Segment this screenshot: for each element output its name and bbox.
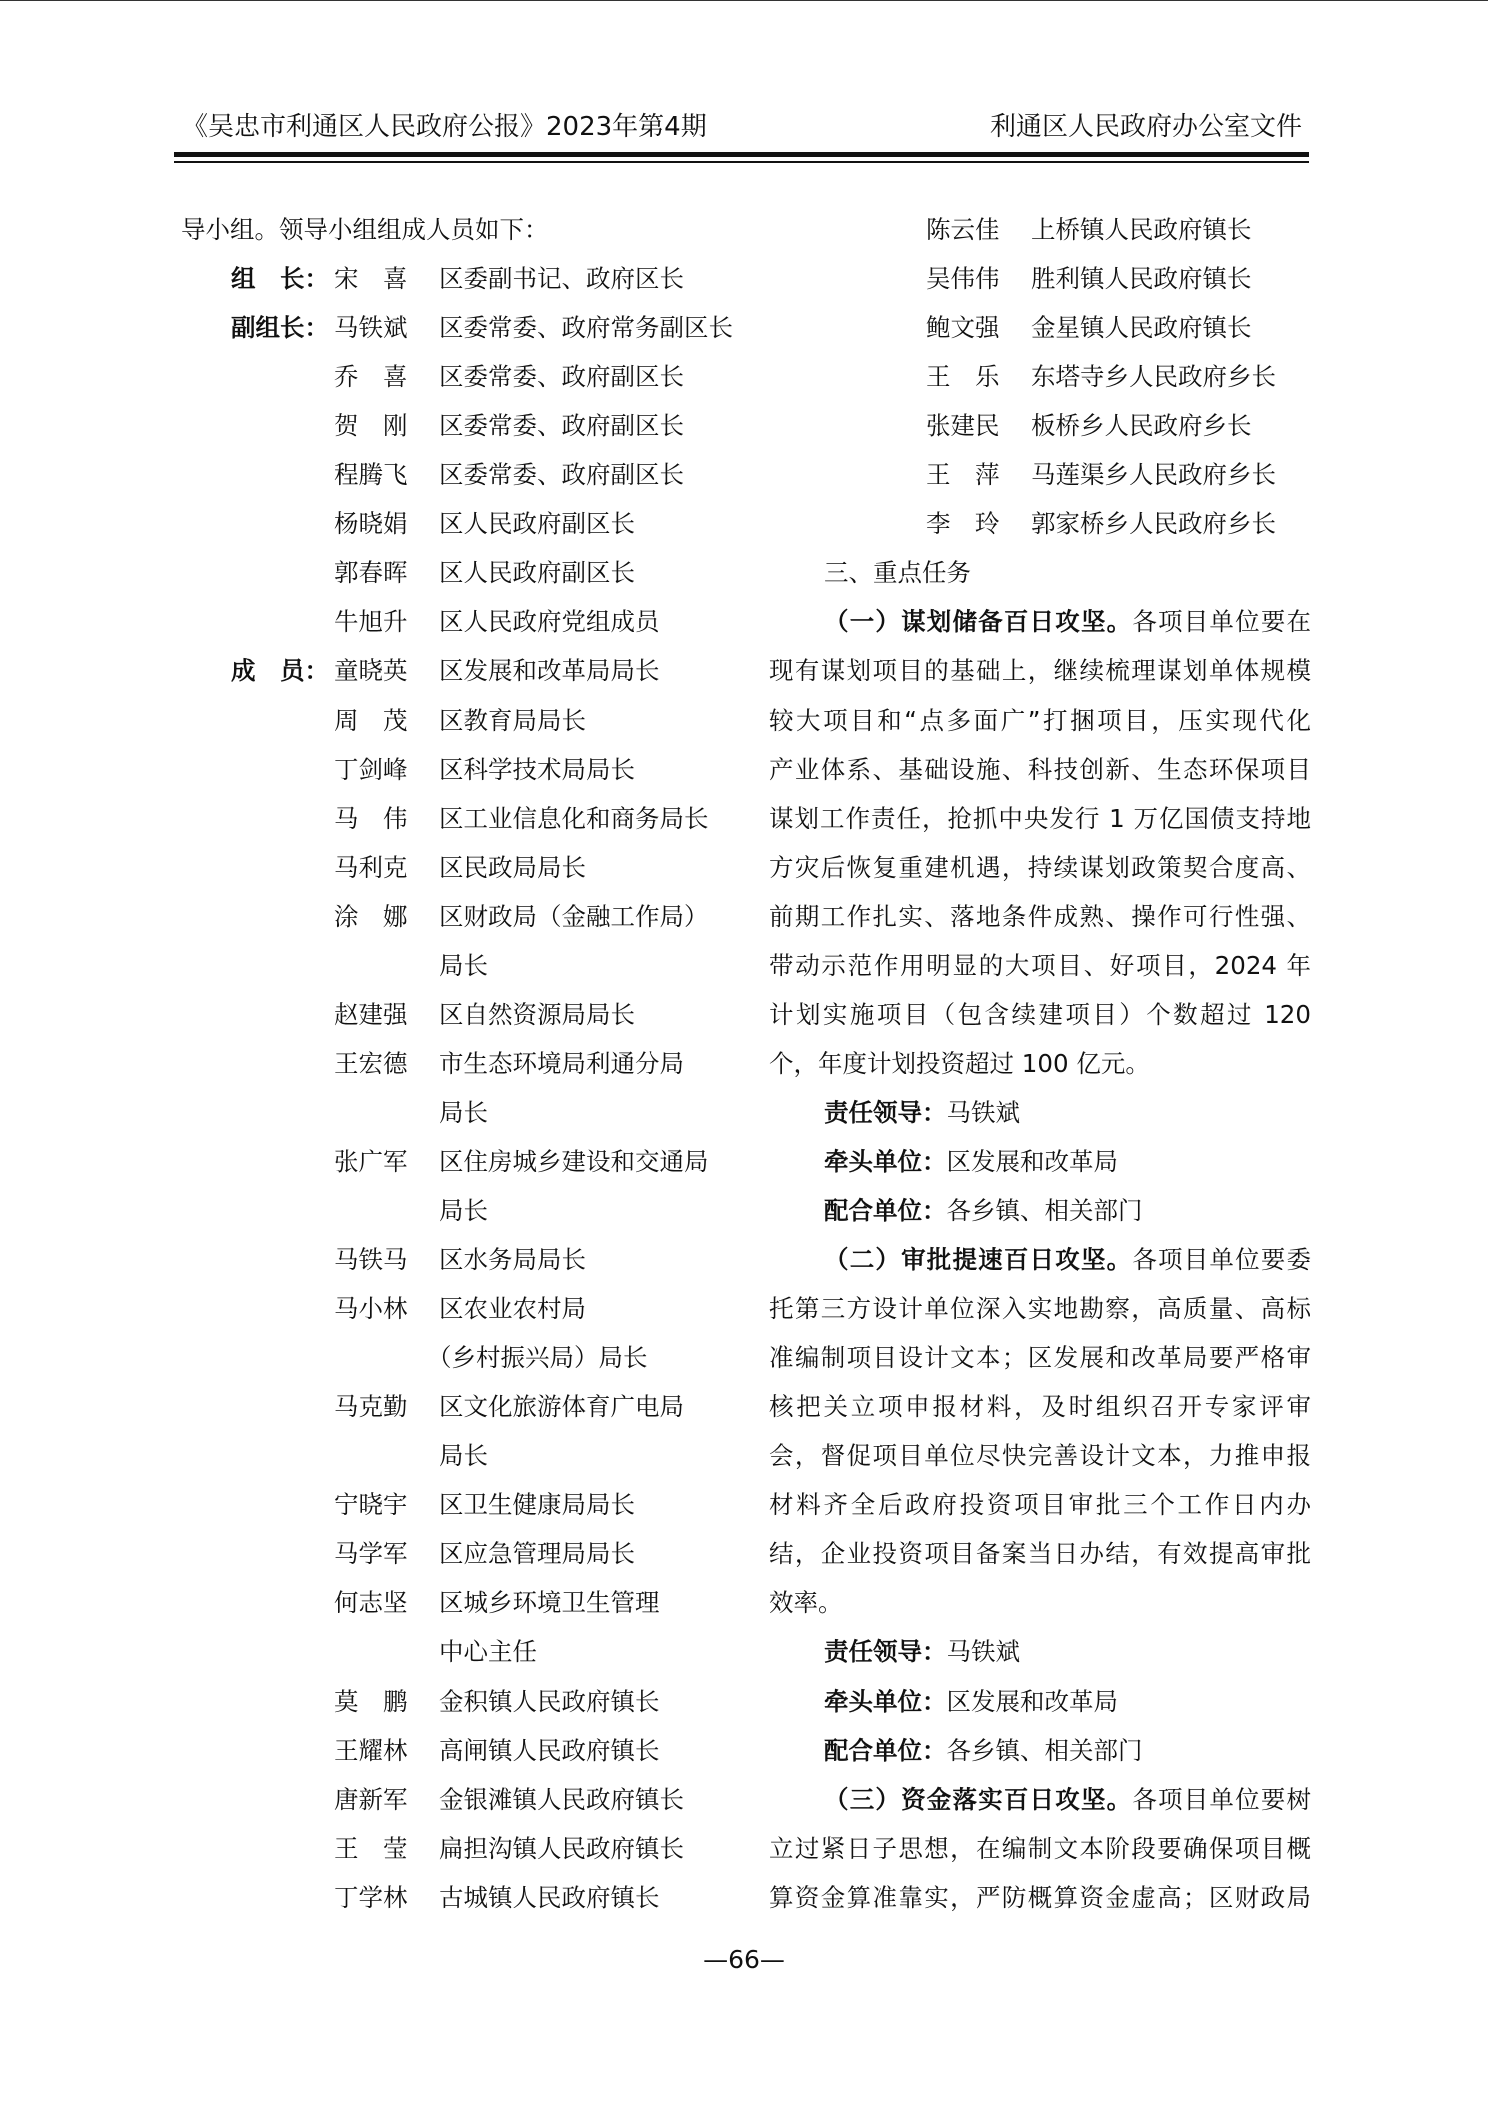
line-text: 各项目单位要委	[1132, 1245, 1312, 1275]
member-title: 区委常委、政府副区长	[439, 362, 684, 392]
paragraph-line	[769, 1333, 1311, 1382]
member-row	[0, 990, 760, 1039]
member-name: 程腾飞	[334, 460, 408, 490]
member-name: 贺 刚	[334, 411, 408, 441]
member-title: 区工业信息化和商务局长	[439, 803, 709, 833]
member-row	[0, 794, 760, 843]
member-title: 区委副书记、政府区长	[439, 264, 684, 294]
member-name: 何志坚	[334, 1588, 408, 1618]
member-name: 马小林	[334, 1294, 408, 1324]
member-title: 金银滩镇人民政府镇长	[439, 1784, 684, 1814]
paragraph-line	[824, 1677, 1311, 1726]
member-title: 古城镇人民政府镇长	[439, 1882, 660, 1912]
paragraph-line	[769, 745, 1311, 794]
member-name: 马铁斌	[334, 313, 408, 343]
member-title: 郭家桥乡人民政府乡长	[1031, 509, 1276, 539]
member-row	[0, 254, 1400, 303]
role-label: 组 长：	[231, 264, 329, 294]
bold-lead: （一）谋划储备百日攻坚。	[824, 607, 1133, 637]
member-row	[0, 401, 1400, 450]
line-text: 区发展和改革局	[946, 1686, 1118, 1716]
member-name: 牛旭升	[334, 607, 408, 637]
member-title: 区自然资源局局长	[439, 999, 635, 1029]
line-text: 带动示范作用明显的大项目、好项目，2024 年	[769, 950, 1311, 980]
member-title: 区住房城乡建设和交通局	[439, 1146, 709, 1176]
line-text: 现有谋划项目的基础上，继续梳理谋划单体规模	[769, 656, 1311, 686]
paragraph-line	[769, 990, 1311, 1039]
bold-lead: 配合单位：	[824, 1735, 947, 1765]
paragraph-line	[769, 1578, 1311, 1627]
member-row	[0, 1726, 760, 1775]
line-text: 各项目单位要树	[1132, 1784, 1312, 1814]
paragraph-line	[769, 1873, 1311, 1922]
line-text: 各乡镇、相关部门	[946, 1196, 1143, 1225]
line-text: 产业体系、基础设施、科技创新、生态环保项目	[769, 754, 1311, 784]
line-text: 三、重点任务	[824, 558, 971, 588]
member-title: （乡村振兴局）局长	[427, 1343, 648, 1373]
member-row	[0, 1677, 760, 1726]
line-text: 结，企业投资项目备案当日办结，有效提高审批	[769, 1539, 1311, 1569]
member-row	[0, 1382, 760, 1431]
member-name: 周 茂	[334, 705, 408, 735]
paragraph-line	[769, 1039, 1311, 1088]
member-row	[0, 1529, 760, 1578]
member-name: 王耀林	[334, 1735, 408, 1765]
member-title: 区文化旅游体育广电局	[439, 1392, 684, 1422]
line-text: 计划实施项目（包含续建项目）个数超过 120	[769, 999, 1311, 1029]
member-title: 区应急管理局局长	[439, 1539, 635, 1569]
member-name: 涂 娜	[334, 901, 408, 931]
member-title: 市生态环境局利通分局	[439, 1048, 684, 1078]
member-name: 宋 喜	[334, 264, 408, 294]
header-document-source: 利通区人民政府办公室文件	[989, 112, 1302, 142]
role-label: 成 员：	[231, 656, 329, 686]
paragraph-line	[769, 892, 1311, 941]
member-title: 上桥镇人民政府镇长	[1031, 215, 1252, 244]
member-title: 金积镇人民政府镇长	[439, 1686, 660, 1716]
member-row	[0, 1284, 760, 1333]
member-title: 区教育局局长	[439, 705, 586, 735]
member-name: 鲍文强	[926, 313, 1000, 343]
member-title: 东塔寺乡人民政府乡长	[1031, 362, 1276, 392]
member-title: 区科学技术局局长	[439, 754, 635, 784]
member-title: 区委常委、政府常务副区长	[439, 313, 733, 343]
member-row	[0, 1775, 760, 1824]
line-text: 立过紧日子思想，在编制文本阶段要确保项目概	[769, 1833, 1311, 1863]
member-title: 区农业农村局	[439, 1294, 586, 1324]
member-title: 胜利镇人民政府镇长	[1031, 264, 1252, 294]
member-name: 王 乐	[926, 362, 1000, 392]
member-title: 局长	[439, 1441, 488, 1471]
section-heading	[824, 548, 1311, 597]
line-text: 各项目单位要在	[1132, 607, 1312, 637]
bold-lead: 责任领导：	[824, 1637, 947, 1667]
paragraph-line	[769, 1431, 1311, 1480]
bold-lead: （二）审批提速百日攻坚。	[824, 1245, 1133, 1275]
member-title: 区人民政府副区长	[439, 509, 635, 539]
paragraph-line	[769, 1480, 1311, 1529]
line-text: 马铁斌	[946, 1097, 1020, 1127]
member-title: 中心主任	[439, 1637, 537, 1667]
line-text: 会，督促项目单位尽快完善设计文本，力推申报	[769, 1441, 1311, 1471]
member-title: 金星镇人民政府镇长	[1031, 313, 1252, 343]
member-row	[0, 1186, 760, 1235]
member-title: 扁担沟镇人民政府镇长	[439, 1833, 684, 1863]
paragraph-line	[824, 1235, 1311, 1284]
member-name: 马铁马	[334, 1245, 408, 1275]
member-row	[0, 696, 760, 745]
paragraph-line	[769, 1824, 1311, 1873]
member-name: 马利克	[334, 852, 408, 882]
member-row	[0, 745, 760, 794]
member-title: 局长	[439, 950, 488, 980]
member-title: 局长	[439, 1196, 488, 1225]
bold-lead: 配合单位：	[824, 1196, 947, 1225]
header-rule-thin	[174, 161, 1309, 163]
member-name: 马 伟	[334, 803, 408, 833]
member-name: 马学军	[334, 1539, 408, 1569]
member-row	[0, 646, 760, 695]
bold-lead: （三）资金落实百日攻坚。	[824, 1784, 1133, 1814]
member-row	[0, 303, 1400, 352]
paragraph-line	[824, 1137, 1311, 1186]
intro-text: 导小组。领导小组组成人员如下：	[181, 215, 549, 244]
member-row	[0, 1039, 760, 1088]
paragraph-line	[824, 1186, 1311, 1235]
line-text: 个，年度计划投资超过 100 亿元。	[769, 1048, 1150, 1078]
paragraph-line	[824, 1088, 1311, 1137]
paragraph-line	[769, 1529, 1311, 1578]
member-row	[0, 941, 760, 990]
bold-lead: 牵头单位：	[824, 1146, 947, 1176]
member-title: 区人民政府党组成员	[439, 607, 660, 637]
line-text: 马铁斌	[946, 1637, 1020, 1667]
member-title: 区民政局局长	[439, 852, 586, 882]
member-name: 张建民	[926, 411, 1000, 441]
member-row	[0, 1431, 760, 1480]
member-name: 杨晓娟	[334, 509, 408, 539]
bold-lead: 责任领导：	[824, 1097, 947, 1127]
line-text: 方灾后恢复重建机遇，持续谋划政策契合度高、	[769, 852, 1311, 882]
paragraph-line	[769, 1284, 1311, 1333]
paragraph-line	[769, 1382, 1311, 1431]
member-name: 童晓英	[334, 656, 408, 686]
line-text: 算资金算准靠实，严防概算资金虚高；区财政局	[769, 1882, 1311, 1912]
line-text: 较大项目和“点多面广”打捆项目，压实现代化	[769, 705, 1311, 735]
member-row	[0, 1578, 760, 1627]
paragraph-line	[769, 794, 1311, 843]
member-name: 王 莹	[334, 1833, 408, 1863]
member-row	[0, 843, 760, 892]
member-row	[0, 450, 1400, 499]
member-name: 张广军	[334, 1146, 408, 1176]
member-name: 郭春晖	[334, 558, 408, 588]
member-row	[0, 1824, 760, 1873]
page-number: —66—	[703, 1945, 785, 1974]
member-row	[0, 548, 760, 597]
member-name: 唐新军	[334, 1784, 408, 1814]
member-row	[0, 205, 1400, 254]
header-rule-thick	[174, 152, 1309, 157]
line-text: 各乡镇、相关部门	[946, 1735, 1143, 1765]
member-title: 区人民政府副区长	[439, 558, 635, 588]
member-title: 区城乡环境卫生管理	[439, 1588, 660, 1618]
paragraph-line	[824, 597, 1311, 646]
line-text: 材料齐全后政府投资项目审批三个工作日内办	[769, 1490, 1311, 1520]
member-name: 李 玲	[926, 509, 1000, 539]
member-title: 区发展和改革局局长	[439, 656, 660, 686]
member-title: 区委常委、政府副区长	[439, 411, 684, 441]
member-row	[0, 1235, 760, 1284]
member-row	[0, 352, 1400, 401]
line-text: 核把关立项申报材料，及时组织召开专家评审	[769, 1392, 1311, 1422]
member-row	[0, 1088, 760, 1137]
member-row	[0, 892, 760, 941]
member-row	[0, 1627, 760, 1676]
paragraph-line	[824, 1726, 1311, 1775]
paragraph-line	[769, 696, 1311, 745]
member-title: 区卫生健康局局长	[439, 1490, 635, 1520]
member-title: 区委常委、政府副区长	[439, 460, 684, 490]
role-label: 副组长：	[231, 313, 329, 343]
member-name: 丁学林	[334, 1882, 408, 1912]
line-text: 谋划工作责任，抢抓中央发行 1 万亿国债支持地	[769, 803, 1311, 833]
line-text: 准编制项目设计文本；区发展和改革局要严格审	[769, 1343, 1311, 1373]
paragraph-line	[769, 646, 1311, 695]
paragraph-line	[769, 843, 1311, 892]
member-row	[0, 1873, 760, 1922]
member-name: 陈云佳	[926, 215, 1000, 244]
member-row	[0, 1333, 760, 1382]
member-name: 马克勤	[334, 1392, 408, 1422]
member-title: 高闸镇人民政府镇长	[439, 1735, 660, 1765]
member-title: 区水务局局长	[439, 1245, 586, 1275]
member-row	[0, 499, 1400, 548]
paragraph-line	[769, 941, 1311, 990]
bold-lead: 牵头单位：	[824, 1686, 947, 1716]
member-name: 宁晓宇	[334, 1490, 408, 1520]
member-row	[0, 597, 760, 646]
paragraph-line	[824, 1627, 1311, 1676]
member-name: 乔 喜	[334, 362, 408, 392]
header-publication-title: 《吴忠市利通区人民政府公报》2023年第4期	[182, 112, 707, 142]
line-text: 托第三方设计单位深入实地勘察，高质量、高标	[769, 1294, 1311, 1324]
member-row	[0, 1480, 760, 1529]
line-text: 前期工作扎实、落地条件成熟、操作可行性强、	[769, 901, 1311, 931]
member-name: 王宏德	[334, 1048, 408, 1078]
line-text: 效率。	[769, 1588, 843, 1618]
paragraph-line	[824, 1775, 1311, 1824]
member-name: 赵建强	[334, 999, 408, 1029]
member-name: 丁剑峰	[334, 754, 408, 784]
line-text: 区发展和改革局	[946, 1146, 1118, 1176]
member-title: 马莲渠乡人民政府乡长	[1031, 460, 1276, 490]
member-row	[0, 1137, 760, 1186]
member-title: 局长	[439, 1097, 488, 1127]
member-title: 板桥乡人民政府乡长	[1031, 411, 1252, 441]
member-name: 莫 鹏	[334, 1686, 408, 1716]
member-name: 王 萍	[926, 460, 1000, 490]
member-title: 区财政局（金融工作局）	[439, 901, 709, 931]
member-name: 吴伟伟	[926, 264, 1000, 294]
